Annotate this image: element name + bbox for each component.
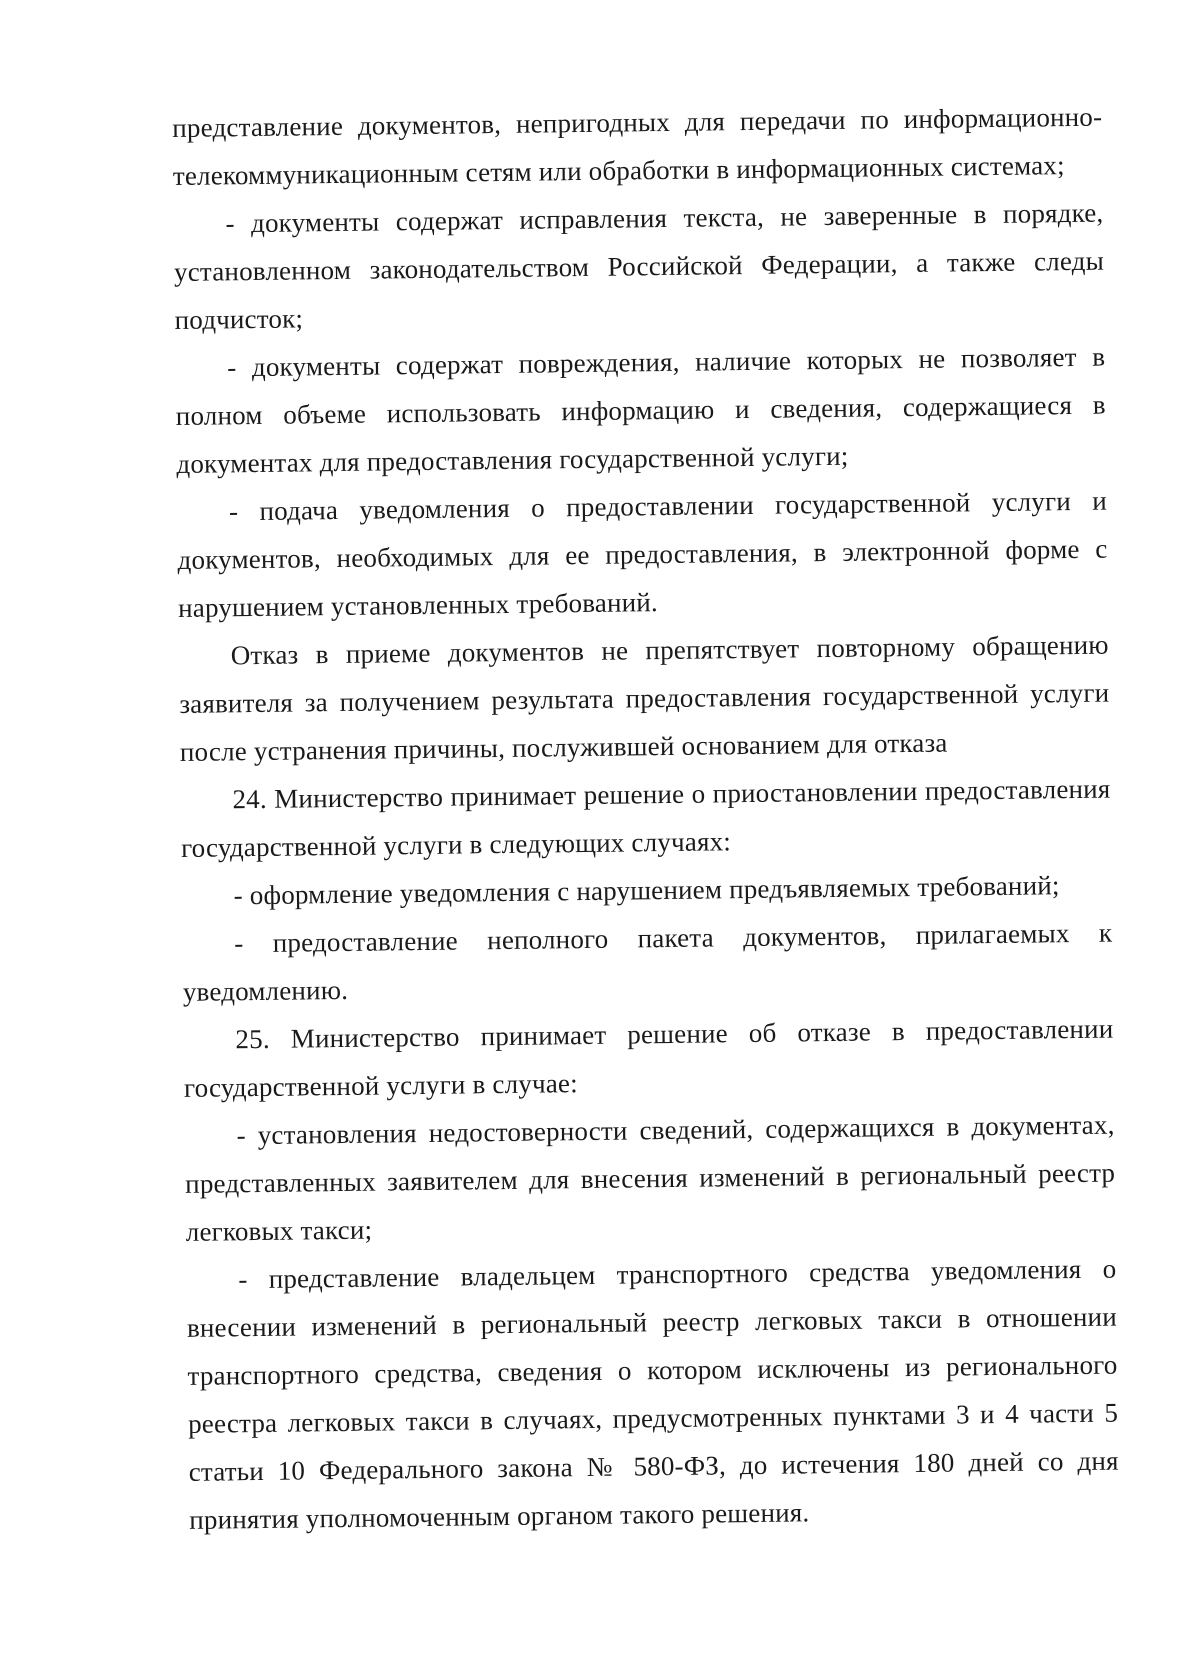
paragraph-list-item: - оформление уведомления с нарушением предъявляемых требований; (233, 870, 1060, 911)
paragraph-continuation: представление документов, непригодных для передачи по информационно-телекоммуникационным сетям или обработки в информационных системах; (172, 101, 1103, 191)
paragraph-list-item: - предоставление неполного пакета документов, прилагаемых к уведомлению. (182, 917, 1113, 1007)
paragraph-refusal-note: Отказ в приеме документов не препятствует повторному обращению заявителя за получением результата предоставления государственной услуги после устранения причины, послужившей основанием для отказа (179, 629, 1110, 767)
paragraph-clause-24: 24. Министерство принимает решение о приостановлении предоставления государственной услуги в следующих случаях: (180, 773, 1111, 863)
paragraph-list-item: - документы содержат повреждения, наличие которых не позволяет в полном объеме использовать информацию и сведения, содержащиеся в документах для предоставления государственной услуги; (175, 341, 1106, 479)
paragraph-clause-25: 25. Министерство принимает решение об отказе в предоставлении государственной услуги в случае: (183, 1013, 1114, 1103)
paragraph-list-item: - подача уведомления о предоставлении государственной услуги и документов, необходимых для ее предоставления, в электронной форме с нарушением установленных требований. (177, 485, 1108, 623)
paragraph-list-item: - документы содержат исправления текста, не заверенные в порядке, установленном законодательством Российской Федерации, а также следы подчисток; (173, 197, 1105, 335)
paragraph-list-item: - представление владельцем транспортного средства уведомления о внесении изменений в региональный реестр легковых такси в отношении транспортного средства, сведения о котором исключены из регионального реестра легковых такси в случаях, предусмотренных пунктами 3 и 4 части 5 статьи 10 Федерального закона № 580-ФЗ, до истечения 180 дней со дня принятия уполномоченным органом такого решения. (186, 1253, 1119, 1535)
document-body (172, 93, 1120, 1544)
paragraph-list-item: - установления недостоверности сведений, содержащихся в документах, представленных заявителем для внесения изменений в региональный реестр легковых такси; (185, 1109, 1116, 1247)
